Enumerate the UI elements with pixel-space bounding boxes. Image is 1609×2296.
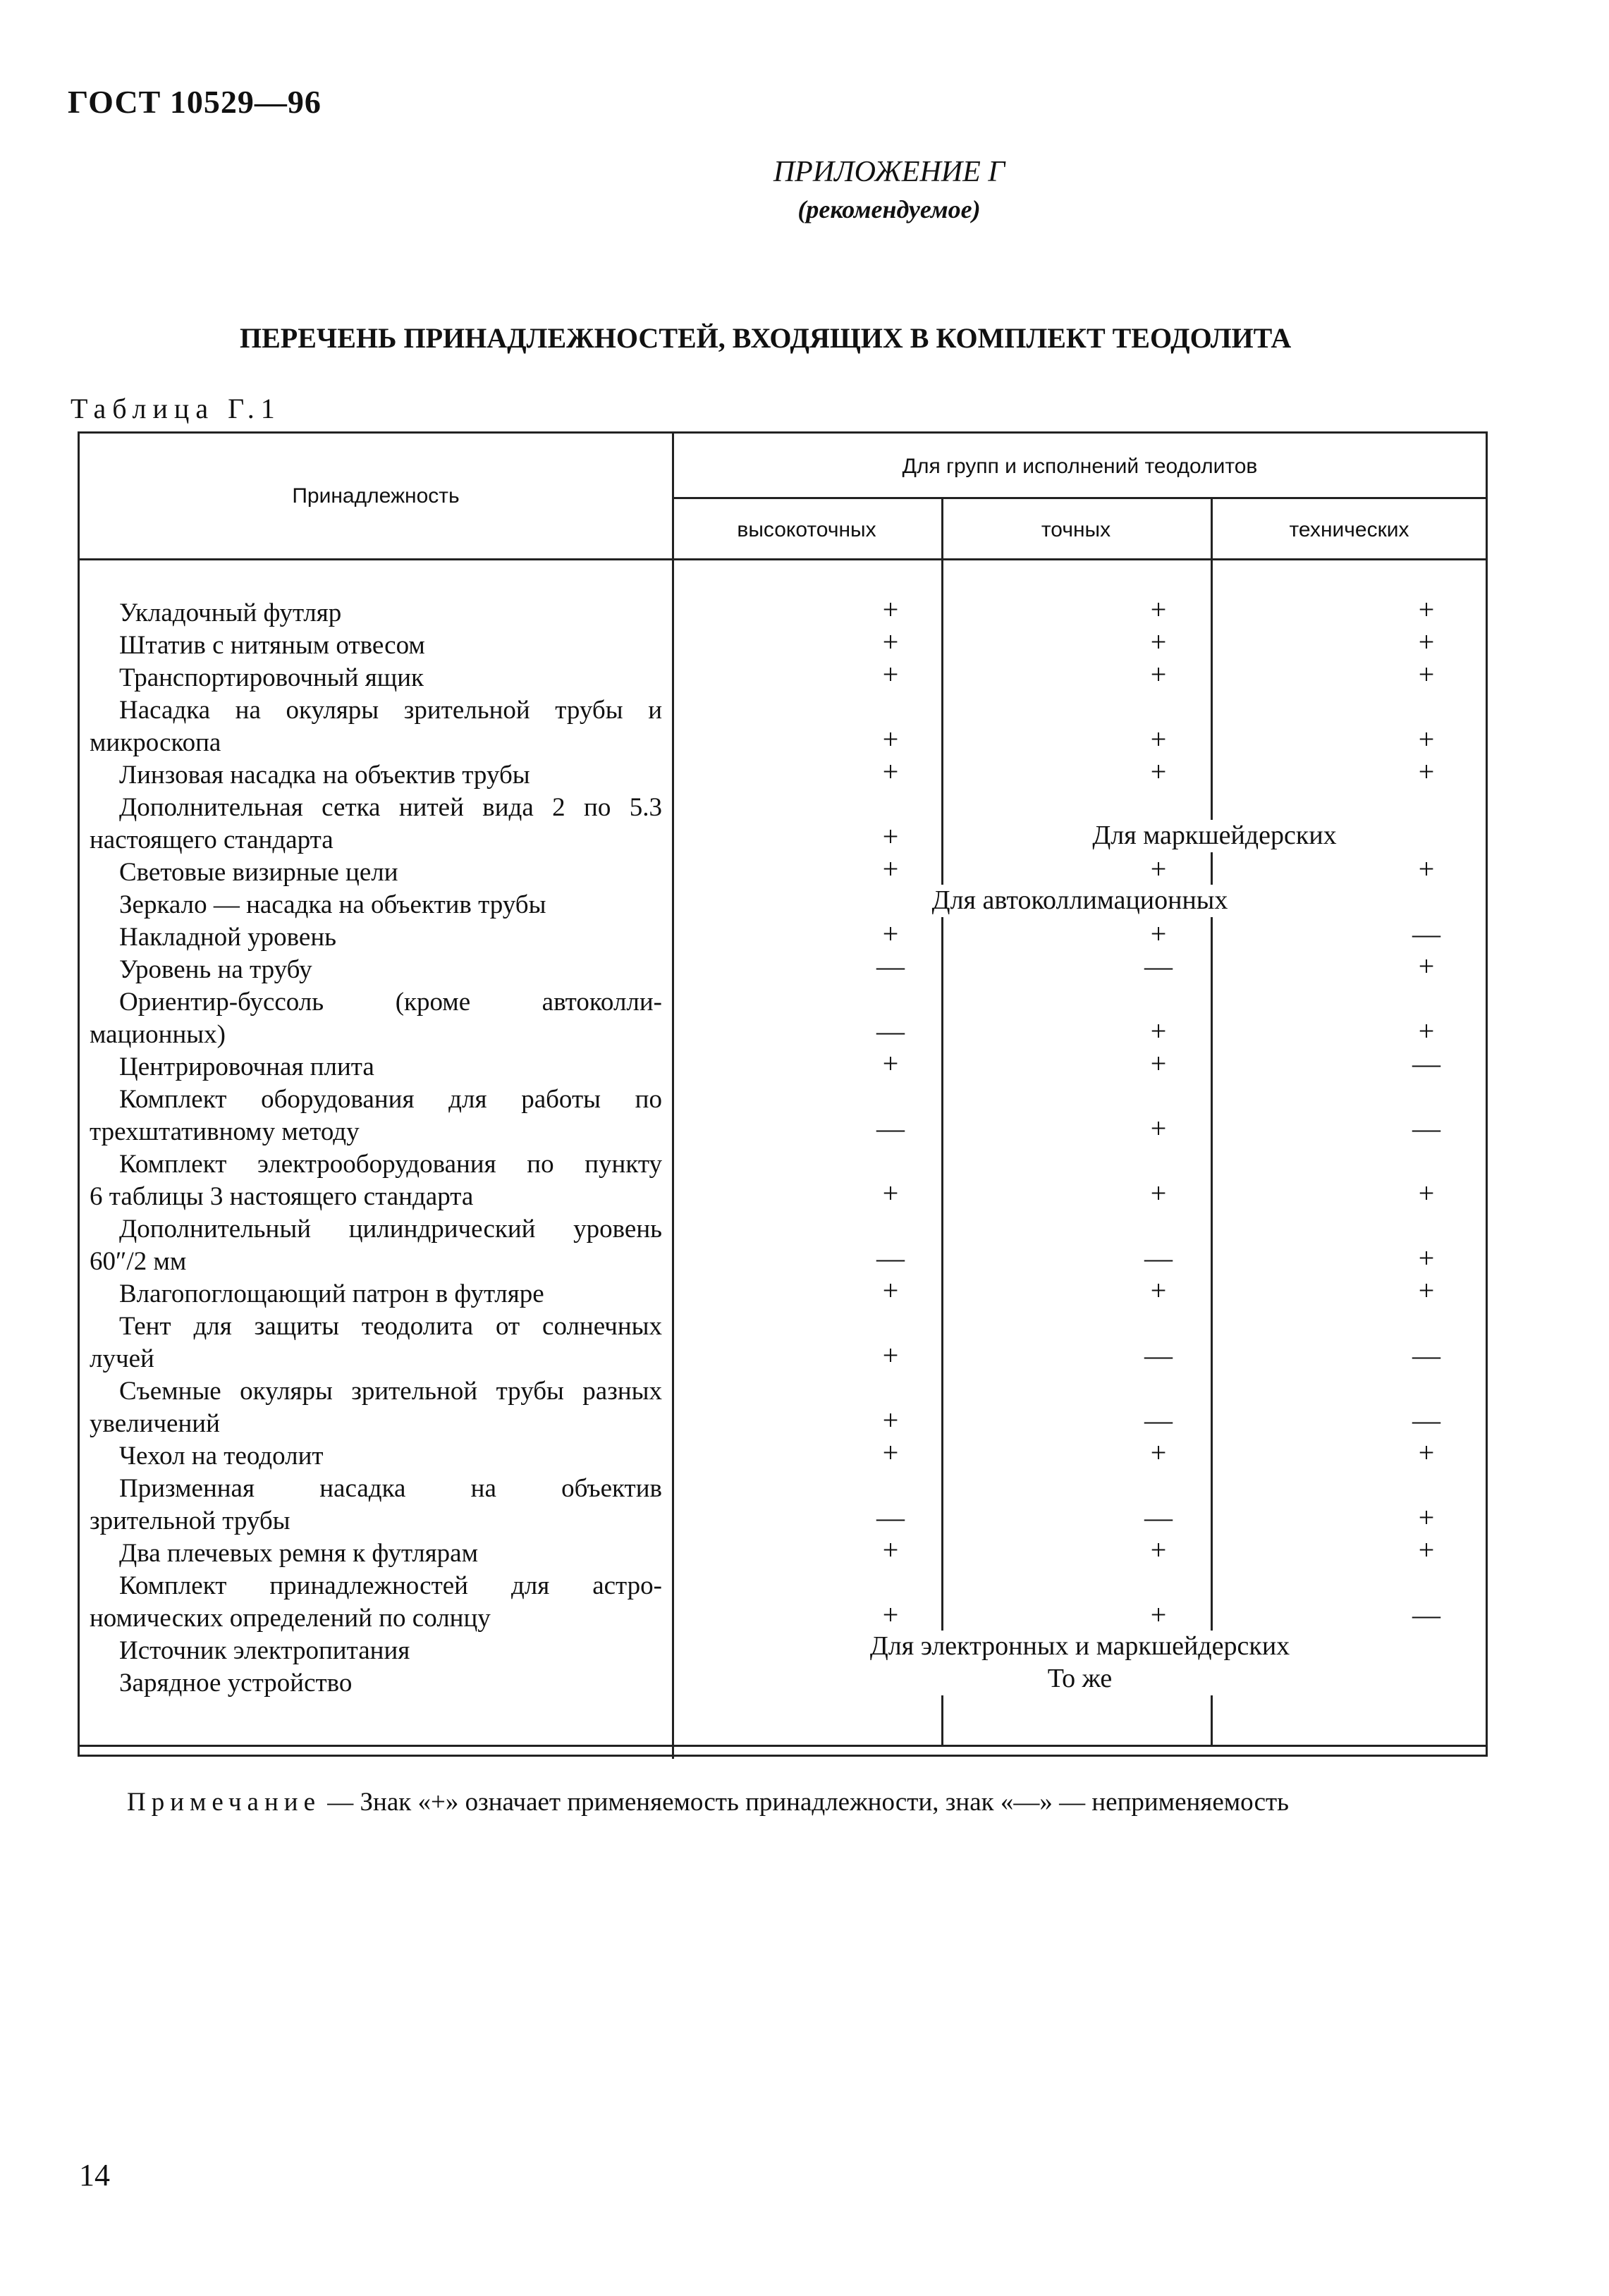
table-row-item [90,889,662,921]
mark-precise: — [1144,1339,1173,1371]
table-row-item [90,1083,662,1148]
row-item-line: Накладной уровень [119,923,337,952]
mark-high-precision: + [882,1339,899,1371]
row-item-line: Насадка на окуляры зрительной трубы и [119,696,662,725]
row-item-line: настоящего стандарта [90,825,334,854]
mark-precise: + [1150,1112,1167,1144]
mark-technical: + [1418,1502,1435,1533]
header-item: Принадлежность [292,484,460,508]
page-number: 14 [79,2158,110,2192]
table-row-item [90,759,662,792]
mark-technical: + [1418,1177,1435,1209]
table-row-item [90,1148,662,1213]
header-divider-bottom [80,558,1488,560]
mark-precise: + [1150,1048,1167,1079]
row-item-line: Тент для защиты теодолита от солнечных [119,1312,662,1341]
row-item-line: Штатив с нитяным отвесом [119,631,425,660]
table-row-item [90,662,662,694]
mark-technical: + [1418,853,1435,885]
mark-precise: + [1150,1534,1167,1566]
mark-precise: + [1150,1015,1167,1047]
table-row-item [90,792,662,857]
mark-high-precision: + [882,1048,899,1079]
mark-high-precision: + [882,626,899,658]
mark-technical: + [1418,723,1435,755]
mark-technical: + [1418,626,1435,658]
table-row-item [90,1051,662,1083]
mark-precise: + [1150,853,1167,885]
mark-technical: + [1418,1242,1435,1274]
table-row-item [90,694,662,759]
table-row-item [90,1635,662,1667]
table-row-item [90,921,662,954]
row-item-line: Укладочный футляр [119,598,342,627]
row-item-line: Ориентир-буссоль (кроме автоколли- [119,988,662,1017]
table-row-item [90,1375,662,1440]
appendix-title: ПРИЛОЖЕНИЕ Г [773,156,1005,188]
mark-technical: — [1412,1048,1440,1079]
row-item-line: Центрировочная плита [119,1052,374,1081]
table-row-item [90,1310,662,1375]
mark-high-precision: — [876,1112,905,1144]
col-divider-p [1211,559,1213,820]
row-item-line: Комплект электрооборудования по пункту [119,1150,662,1179]
mark-precise: + [1150,723,1167,755]
mark-high-precision: + [882,1404,899,1436]
merged-cell: То же [1047,1664,1113,1693]
mark-high-precision: + [882,1599,899,1631]
header-technical: технических [1289,518,1409,541]
standard-code: ГОСТ 10529—96 [68,84,322,120]
page-title: ПЕРЕЧЕНЬ ПРИНАДЛЕЖНОСТЕЙ, ВХОДЯЩИХ В КОМПЛЕКТ ТЕОДОЛИТА [240,322,1292,354]
mark-technical: + [1418,1275,1435,1306]
mark-high-precision: + [882,658,899,690]
mark-precise: + [1150,1275,1167,1306]
mark-high-precision: — [876,1015,905,1047]
mark-high-precision: + [882,594,899,625]
mark-high-precision: + [882,853,899,885]
row-item-line: номических определений по солнцу [90,1604,491,1633]
row-item-line: Зарядное устройство [119,1669,353,1698]
mark-high-precision: + [882,756,899,787]
mark-precise: — [1144,950,1173,982]
note-text: — Знак «+» означает применяемость принадлежности, знак «—» — неприменяемость [327,1788,1290,1817]
mark-precise: — [1144,1502,1173,1533]
mark-precise: + [1150,626,1167,658]
mark-technical: + [1418,1437,1435,1468]
row-item-line: Дополнительный цилиндрический уровень [119,1215,662,1244]
mark-high-precision: + [882,821,899,852]
mark-high-precision: + [882,918,899,950]
header-high-precision: высокоточных [737,518,876,541]
mark-high-precision: — [876,950,905,982]
row-item-line: увеличений [90,1409,220,1438]
row-item-line: зрительной трубы [90,1506,290,1535]
mark-precise: + [1150,1177,1167,1209]
row-item-line: Комплект оборудования для работы по [119,1085,662,1114]
appendix-type: (рекомендуемое) [797,195,981,223]
mark-technical: + [1418,756,1435,787]
mark-precise: + [1150,1599,1167,1631]
table-row-item [90,1473,662,1537]
mark-high-precision: — [876,1502,905,1533]
table-row-item [90,1537,662,1570]
mark-technical: — [1412,1112,1440,1144]
header-precise: точных [1041,518,1111,541]
row-item-line: лучей [90,1344,154,1373]
mark-high-precision: + [882,1177,899,1209]
col-divider-p [1211,852,1213,885]
mark-precise: + [1150,1437,1167,1468]
note-lead: Примечание [127,1788,321,1817]
mark-precise: — [1144,1404,1173,1436]
mark-technical: — [1412,1404,1440,1436]
col-divider-h [941,559,943,885]
merged-cell: Для маркшейдерских [1092,821,1337,850]
row-item-line: 60″/2 мм [90,1247,187,1276]
row-item-line: Дополнительная сетка нитей вида 2 по 5.3 [119,793,662,822]
header-divider-group [672,497,1488,499]
mark-technical: — [1412,918,1440,950]
mark-high-precision: — [876,1242,905,1274]
table-row-item [90,1440,662,1473]
row-item-line: Световые визирные цели [119,858,398,887]
mark-high-precision: + [882,723,899,755]
table-row-item [90,954,662,986]
table-row-item [90,1213,662,1278]
col-divider-h [941,917,943,1631]
row-item-line: Влагопоглощающий патрон в футляре [119,1279,544,1308]
mark-precise: + [1150,658,1167,690]
mark-technical: + [1418,658,1435,690]
mark-technical: + [1418,1015,1435,1047]
mark-precise: + [1150,756,1167,787]
accessories-table [78,431,1488,1757]
row-item-line: Комплект принадлежностей для астро- [119,1571,662,1600]
mark-precise: — [1144,1242,1173,1274]
mark-technical: — [1412,1339,1440,1371]
mark-high-precision: + [882,1437,899,1468]
table-row-item [90,857,662,889]
mark-high-precision: + [882,1275,899,1306]
mark-precise: + [1150,594,1167,625]
row-item-line: мационных) [90,1020,226,1049]
col-divider-p [1211,1695,1213,1745]
table-row-item [90,630,662,662]
table-bottom-line [80,1745,1488,1747]
mark-precise: + [1150,918,1167,950]
col-divider-item [672,434,674,1759]
merged-cell: Для автоколлимационных [931,885,1228,915]
table-label: Таблица Г.1 [71,393,281,424]
row-item-line: Транспортировочный ящик [119,663,424,692]
row-item-line: Зеркало — насадка на объектив трубы [119,890,546,919]
table-row-item [90,1278,662,1310]
table-note [127,1787,1289,1817]
mark-technical: — [1412,1599,1440,1631]
table-row-item [90,1667,662,1700]
mark-high-precision: + [882,1534,899,1566]
row-item-line: Два плечевых ремня к футлярам [119,1539,479,1568]
table-row-item [90,597,662,630]
row-item-line: трехштативному методу [90,1117,360,1146]
mark-technical: + [1418,1534,1435,1566]
merged-cell: Для электронных и маркшейдерских [869,1631,1290,1661]
row-item-line: Уровень на трубу [119,955,312,984]
header-group: Для групп и исполнений теодолитов [902,455,1258,478]
row-item-line: Съемные окуляры зрительной трубы разных [119,1377,662,1406]
row-item-line: Призменная насадка на объектив [119,1474,662,1503]
row-item-line: микроскопа [90,728,221,757]
row-item-line: Источник электропитания [119,1636,410,1665]
col-divider-h [941,1695,943,1745]
col-divider-p [1211,917,1213,1631]
table-row-item [90,986,662,1051]
row-item-line: Линзовая насадка на объектив трубы [119,761,530,790]
row-item-line: 6 таблицы 3 настоящего стандарта [90,1182,474,1211]
mark-technical: + [1418,594,1435,625]
table-row-item [90,1570,662,1635]
mark-technical: + [1418,950,1435,982]
row-item-line: Чехол на теодолит [119,1442,324,1471]
